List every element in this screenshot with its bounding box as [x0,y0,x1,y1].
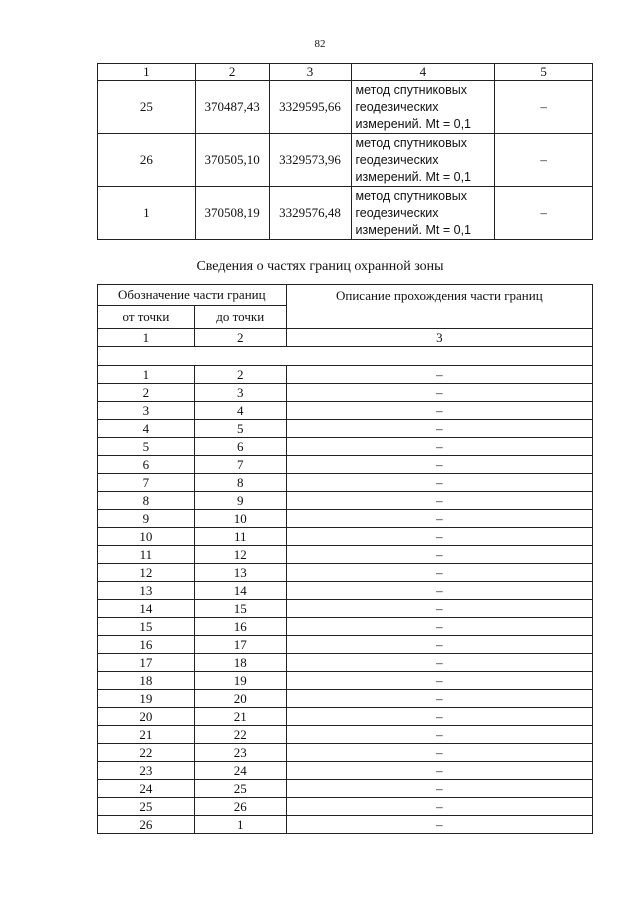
from-point: 20 [98,708,195,726]
from-point: 5 [98,438,195,456]
point-number: 26 [98,134,196,187]
table-row [98,492,593,510]
to-point: 8 [194,474,286,492]
table-row [98,654,593,672]
table-row [98,582,593,600]
boundary-parts-table [97,284,593,834]
to-point: 18 [194,654,286,672]
to-point: 26 [194,798,286,816]
part-description: – [286,780,592,798]
table-row [98,81,593,134]
point-number: 1 [98,187,196,240]
column-number: 4 [351,64,495,81]
table-row [98,134,593,187]
from-point: 16 [98,636,195,654]
part-description: – [286,474,592,492]
part-description: – [286,402,592,420]
from-point: 19 [98,690,195,708]
part-description: – [286,438,592,456]
coordinate-y: 3329576,48 [269,187,351,240]
coordinate-x: 370487,43 [195,81,269,134]
determination-method: метод спутниковых геодезических измерений. Mt = 0,1 [351,134,495,187]
column-number: 3 [286,329,592,347]
table-row [98,187,593,240]
table-row [98,546,593,564]
to-point: 3 [194,384,286,402]
table-row [98,708,593,726]
table-row [98,456,593,474]
table-row [98,528,593,546]
description-header: Описание прохождения части границ [286,285,592,329]
from-point: 2 [98,384,195,402]
column-number-row [98,64,593,81]
part-description: – [286,600,592,618]
coordinate-y: 3329573,96 [269,134,351,187]
column-number: 5 [495,64,593,81]
to-point: 19 [194,672,286,690]
part-description: – [286,618,592,636]
from-point: 23 [98,762,195,780]
table-row [98,726,593,744]
part-description: – [286,654,592,672]
table-row [98,672,593,690]
blank-row [98,347,593,366]
table-row [98,780,593,798]
part-description: – [286,420,592,438]
to-point: 12 [194,546,286,564]
note: – [495,81,593,134]
from-point: 9 [98,510,195,528]
from-point: 25 [98,798,195,816]
from-point: 22 [98,744,195,762]
part-description: – [286,744,592,762]
part-description: – [286,816,592,834]
section-title: Сведения о частях границ охранной зоны [196,259,444,274]
from-point: 12 [98,564,195,582]
boundary-parts-body [98,366,593,834]
blank-cell [98,347,593,366]
column-number: 1 [98,329,195,347]
table-row [98,636,593,654]
from-point: 4 [98,420,195,438]
from-point: 10 [98,528,195,546]
to-point: 9 [194,492,286,510]
table-row [98,510,593,528]
from-point-header: от точки [98,306,195,329]
column-number: 1 [98,64,196,81]
point-number: 25 [98,81,196,134]
to-point: 20 [194,690,286,708]
part-description: – [286,762,592,780]
note: – [495,134,593,187]
column-number-row [98,329,593,347]
part-description: – [286,384,592,402]
table-row [98,744,593,762]
from-point: 3 [98,402,195,420]
part-description: – [286,366,592,384]
from-point: 26 [98,816,195,834]
table-row [98,762,593,780]
part-description: – [286,546,592,564]
part-description: – [286,726,592,744]
to-point: 23 [194,744,286,762]
part-description: – [286,492,592,510]
to-point-header: до точки [194,306,286,329]
determination-method: метод спутниковых геодезических измерений. Mt = 0,1 [351,81,495,134]
to-point: 14 [194,582,286,600]
from-point: 7 [98,474,195,492]
to-point: 25 [194,780,286,798]
to-point: 13 [194,564,286,582]
from-point: 14 [98,600,195,618]
part-description: – [286,510,592,528]
part-description: – [286,672,592,690]
to-point: 5 [194,420,286,438]
part-description: – [286,564,592,582]
to-point: 1 [194,816,286,834]
from-point: 13 [98,582,195,600]
to-point: 10 [194,510,286,528]
coordinate-x: 370505,10 [195,134,269,187]
from-point: 24 [98,780,195,798]
to-point: 22 [194,726,286,744]
part-description: – [286,708,592,726]
to-point: 2 [194,366,286,384]
to-point: 6 [194,438,286,456]
coordinate-x: 370508,19 [195,187,269,240]
column-number: 2 [195,64,269,81]
table-row [98,798,593,816]
from-point: 8 [98,492,195,510]
table-row [98,690,593,708]
from-point: 11 [98,546,195,564]
column-number: 3 [269,64,351,81]
to-point: 16 [194,618,286,636]
part-description: – [286,456,592,474]
designation-header: Обозначение части границ [98,285,287,306]
from-point: 1 [98,366,195,384]
from-point: 17 [98,654,195,672]
from-point: 6 [98,456,195,474]
part-description: – [286,690,592,708]
page-number: 82 [314,38,326,50]
table-row [98,384,593,402]
table-row [98,816,593,834]
part-description: – [286,528,592,546]
note: – [495,187,593,240]
to-point: 17 [194,636,286,654]
to-point: 11 [194,528,286,546]
part-description: – [286,798,592,816]
coordinates-table [97,63,593,240]
to-point: 4 [194,402,286,420]
part-description: – [286,582,592,600]
table-row [98,402,593,420]
determination-method: метод спутниковых геодезических измерений. Mt = 0,1 [351,187,495,240]
from-point: 15 [98,618,195,636]
header-row [98,285,593,306]
table-row [98,618,593,636]
table-row [98,600,593,618]
table-row [98,564,593,582]
table-row [98,474,593,492]
table-row [98,438,593,456]
to-point: 24 [194,762,286,780]
coordinate-y: 3329595,66 [269,81,351,134]
to-point: 21 [194,708,286,726]
to-point: 15 [194,600,286,618]
table-row [98,420,593,438]
column-number: 2 [194,329,286,347]
from-point: 21 [98,726,195,744]
to-point: 7 [194,456,286,474]
part-description: – [286,636,592,654]
from-point: 18 [98,672,195,690]
table-row [98,366,593,384]
